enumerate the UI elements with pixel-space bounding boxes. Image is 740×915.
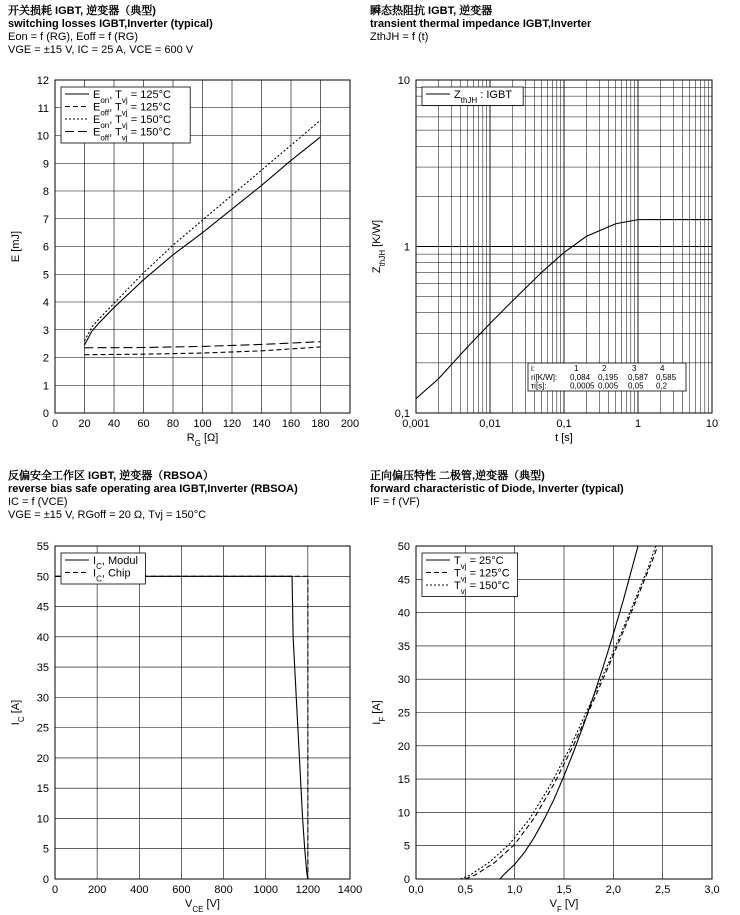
y-tick-label: 0 xyxy=(403,874,410,886)
chart-thermal-impedance xyxy=(371,75,718,444)
y-tick-label: 2 xyxy=(42,352,49,365)
y-tick-label: 25 xyxy=(36,722,49,735)
y-tick-label: 50 xyxy=(397,541,410,553)
x-tick-label: 3,0 xyxy=(704,884,720,896)
legend xyxy=(422,87,523,106)
x-axis-label: $V_F$ [V] xyxy=(549,898,579,914)
x-tick-label: 0,01 xyxy=(479,418,501,430)
table-cell: 0,05 xyxy=(628,381,644,391)
panel-formula: Eon = f (RG), Eoff = f (RG) xyxy=(8,31,139,43)
chart-diode-forward xyxy=(371,541,720,914)
y-axis-label: $I_F$ [A] xyxy=(371,700,387,725)
panel-title-en: transient thermal impedance IGBT,Inverter xyxy=(370,18,592,30)
x-tick-label: 1200 xyxy=(295,884,321,896)
y-tick-label: 0,1 xyxy=(394,408,410,420)
x-tick-label: 160 xyxy=(281,418,301,430)
y-tick-label: 8 xyxy=(42,186,49,198)
panel-formula: IC = f (VCE) xyxy=(8,496,68,508)
x-tick-label: 2,5 xyxy=(655,884,671,896)
table-cell: ri[K/W]: xyxy=(531,373,558,382)
y-tick-label: 15 xyxy=(397,774,410,787)
x-tick-label: 80 xyxy=(166,418,180,430)
legend xyxy=(422,553,518,597)
y-tick-label: 5 xyxy=(42,269,49,282)
x-tick-label: 1,0 xyxy=(507,884,523,896)
y-tick-label: 6 xyxy=(42,241,49,254)
panel-title-cn: 反偏安全工作区 IGBT, 逆变器（RBSOA） xyxy=(8,470,214,482)
parameter-table xyxy=(528,363,686,391)
y-tick-label: 4 xyxy=(42,297,49,309)
panel-formula: IF = f (VF) xyxy=(370,496,420,508)
y-tick-label: 12 xyxy=(36,75,49,87)
x-tick-label: 1 xyxy=(634,418,642,430)
legend xyxy=(61,553,145,584)
y-tick-label: 7 xyxy=(42,213,49,226)
x-tick-label: 400 xyxy=(130,884,149,896)
x-axis-label: $V_{CE}$ [V] xyxy=(185,898,220,914)
table-header-cell: 3 xyxy=(632,364,637,373)
x-tick-label: 0,5 xyxy=(457,884,473,896)
legend-label: $E_{off}$, $T_{vj} = 125^\circ C$ xyxy=(93,101,171,117)
y-tick-label: 20 xyxy=(36,752,49,765)
table-cell: τi[s]: xyxy=(531,381,547,391)
x-tick-label: 0 xyxy=(51,418,59,430)
x-tick-label: 2,0 xyxy=(605,884,621,896)
x-tick-label: 200 xyxy=(87,884,107,896)
table-cell: 0,0005 xyxy=(570,381,595,391)
x-tick-label: 200 xyxy=(340,418,360,430)
y-tick-label: 10 xyxy=(36,130,49,143)
x-tick-label: 180 xyxy=(311,418,330,430)
table-header-cell: 1 xyxy=(574,364,579,373)
x-tick-label: 0,0 xyxy=(408,884,424,896)
table-cell: 0,587 xyxy=(628,373,649,382)
y-tick-label: 10 xyxy=(397,807,410,820)
x-tick-label: 1400 xyxy=(337,884,363,896)
legend-label: $I_C$, Chip xyxy=(93,567,131,583)
legend-label: $E_{off}$, $T_{vj} = 150^\circ C$ xyxy=(93,126,171,142)
y-tick-label: 0 xyxy=(42,408,49,420)
x-tick-label: 1000 xyxy=(253,884,278,896)
x-tick-label: 600 xyxy=(172,884,191,896)
x-tick-label: 100 xyxy=(193,418,212,430)
y-tick-label: 3 xyxy=(42,324,49,337)
panel-title-en: forward characteristic of Diode, Inverter (typical) xyxy=(370,483,624,495)
x-tick-label: 60 xyxy=(137,418,150,430)
legend-label: $T_{vj} = 25^\circ C$ xyxy=(454,555,504,571)
y-axis-label: E [mJ] xyxy=(10,230,22,263)
y-tick-label: 1 xyxy=(403,241,410,254)
y-tick-label: 40 xyxy=(36,631,49,644)
legend-label: $T_{vj} = 125^\circ C$ xyxy=(454,567,510,583)
x-tick-label: 0,001 xyxy=(402,418,430,430)
x-tick-label: 0,1 xyxy=(556,418,572,430)
y-tick-label: 55 xyxy=(36,541,49,553)
panel-title-cn: 正向偏压特性 二极管,逆变器（典型) xyxy=(370,470,545,482)
legend-label: $Z_{thJH}$ : IGBT xyxy=(454,89,513,105)
table-cell: 0,084 xyxy=(570,373,591,382)
x-tick-label: 0 xyxy=(51,884,59,896)
panel-conditions: VGE = ±15 V, RGoff = 20 Ω, Tvj = 150°C xyxy=(8,509,207,521)
plot-frame xyxy=(55,546,350,879)
x-axis-label: $R_G$ [Ω] xyxy=(186,432,219,448)
x-tick-label: 20 xyxy=(78,418,91,430)
legend-label: $I_C$, Modul xyxy=(93,555,138,571)
legend xyxy=(61,87,190,143)
y-tick-label: 15 xyxy=(36,783,49,796)
x-tick-label: 1,5 xyxy=(556,884,572,896)
table-cell: 0,195 xyxy=(598,373,619,382)
panel-title-cn: 瞬态热阻抗 IGBT, 逆变器 xyxy=(370,5,493,17)
y-tick-label: 10 xyxy=(36,813,49,826)
y-tick-label: 11 xyxy=(37,102,49,115)
legend-label: $E_{on}$, $T_{vj} = 150^\circ C$ xyxy=(93,114,171,130)
y-tick-label: 45 xyxy=(36,601,49,614)
panel-title-en: switching losses IGBT,Inverter (typical) xyxy=(8,18,213,30)
y-tick-label: 5 xyxy=(403,840,410,853)
y-tick-label: 30 xyxy=(397,674,410,687)
panel-conditions: VGE = ±15 V, IC = 25 A, VCE = 600 V xyxy=(8,44,194,56)
table-cell: 0,2 xyxy=(656,381,668,391)
y-tick-label: 5 xyxy=(42,843,49,856)
y-tick-label: 40 xyxy=(397,607,410,620)
x-tick-label: 800 xyxy=(214,884,233,896)
table-header-cell: 4 xyxy=(660,364,665,373)
legend-label: $E_{on}$, $T_{vj} = 125^\circ C$ xyxy=(93,89,171,105)
y-tick-label: 9 xyxy=(42,158,49,171)
table-cell: 0,005 xyxy=(598,381,619,391)
table-header-cell: i: xyxy=(531,364,535,373)
y-tick-label: 35 xyxy=(397,640,410,653)
x-tick-label: 40 xyxy=(107,418,121,430)
y-tick-label: 35 xyxy=(36,662,49,675)
chart-rbsoa xyxy=(10,541,362,914)
table-cell: 0,585 xyxy=(656,373,677,382)
panel-formula: ZthJH = f (t) xyxy=(370,31,429,43)
x-tick-label: 140 xyxy=(252,418,271,430)
x-tick-label: 120 xyxy=(222,418,242,430)
y-tick-label: 50 xyxy=(36,571,49,584)
y-tick-label: 25 xyxy=(397,707,410,720)
y-tick-label: 10 xyxy=(397,75,410,87)
x-axis-label: t [s] xyxy=(555,432,573,444)
y-tick-label: 20 xyxy=(397,740,410,753)
chart-switching-losses xyxy=(10,75,359,448)
legend-label: $T_{vj} = 150^\circ C$ xyxy=(454,580,510,596)
panel-title-cn: 开关损耗 IGBT, 逆变器（典型) xyxy=(8,5,156,17)
x-tick-label: 10 xyxy=(705,418,719,430)
y-tick-label: 45 xyxy=(397,574,410,587)
y-tick-label: 30 xyxy=(36,692,49,705)
y-axis-label: $Z_{thJH}$ [K/W] xyxy=(371,219,387,274)
y-tick-label: 1 xyxy=(42,380,49,393)
table-header-cell: 2 xyxy=(602,364,607,373)
y-tick-label: 0 xyxy=(42,874,49,886)
panel-title-en: reverse bias safe operating area IGBT,Inverter (RBSOA) xyxy=(8,483,298,495)
y-axis-label: $I_C$ [A] xyxy=(10,699,26,726)
